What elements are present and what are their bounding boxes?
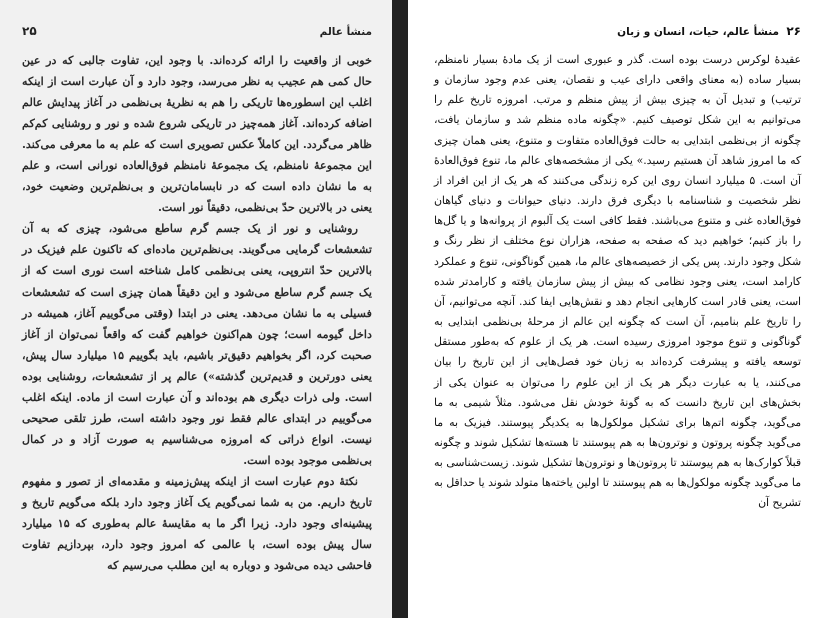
left-paragraph-3: نکتهٔ دوم عبارت است از اینکه پیش‌زمینه و مقدمه‌ای از تصور و مفهوم تاریخ داریم. من به شما نمی‌گویم یک آغاز وجود دارد بلکه می‌گویم تاریخ و پیشینه‌ای وجود دارد. زیرا اگر ما به مقایسهٔ عالم به‌طوری که ۱۵ میلیارد سال پیش بوده است، با عالمی که امروز وجود دارد، بپردازیم تفاوت فاحشی دیده می‌شود و دوباره به این مطلب می‌رسیم که [22, 473, 372, 573]
right-paragraph-1: عقیدهٔ لوکرس درست بوده است. گذر و عبوری است از یک مادهٔ بسیار نامنظم، بسیار ساده (به معنای واقعی دارای عیب و نقصان، یعنی عدم وجود سازمان و ترتیب) و تبدیل آن به چیزی بیش از پیش منظم و مرتب. امروزه تاریخ علم را می‌توانیم به این شکل توصیف کنیم. «چگونه ماده منظم شد و سازمان یافت، چگونه از بی‌نظمی ابتدایی به حالت فوق‌العاده متفاوت و متنوع، یعنی همان چیزی که ما امروز شاهد آن هستیم رسید.» یکی از مشخصه‌های عالم ما، تنوع فوق‌العادهٔ آن است. ۵ میلیارد انسان روی این کره زندگی می‌کنند که هر یک از این افراد از نظر شخصیت و شناسنامه با دیگری فرق دارند. دنیای حیوانات و دنیای گیاهان فوق‌العاده غنی و متنوع می‌باشند. فقط کافی است یک آلبوم از پروانه‌ها و یا گل‌ها را باز کنیم؛ خواهیم دید که صفحه به صفحه، هزاران نوع مختلف از نظر رنگ و شکل وجود دارند. پس یکی از خصیصه‌های عالم ما، همین گوناگونی، تنوع و عملکرد کارامد است، یعنی وجود نظامی که بیش از پیش سازمان یافته و کارامدتر شده است، یعنی قادر است کارهایی انجام دهد و نقش‌هایی ایفا کند. آنچه می‌توانیم، آن را تاریخ علم بنامیم، آن است که چگونه این عالم از مرحلهٔ بی‌نظمی ابتدایی به گوناگونی و تنوع موجود امروزی رسیده است. هر یک از علوم که به‌طور مستقل توسعه یافته و پیشرفت کرده‌اند به زبان خود فصل‌هایی از این تاریخ را بیان می‌کنند، یا به عبارت دیگر هر یک از این علوم را می‌توان به عنوان یکی از بخش‌های این تاریخ دانست که به گونهٔ خودش نقل می‌شود. مثلاً شیمی به ما می‌گوید، چگونه اتم‌ها برای تشکیل مولکول‌ها به یکدیگر پیوستند. فیزیک به ما می‌گوید چگونه پروتون و نوترون‌ها به هم پیوستند تا هسته‌ها تشکیل شوند و چگونه قبلاً کوارک‌ها به هم پیوستند تا پروتون‌ها و نوترون‌ها تشکیل شوند. زیست‌شناسی به ما می‌گوید چگونه مولکول‌ها به هم پیوستند تا اولین یاخته‌ها متولد شوند یا حداقل به تشریح آن [434, 53, 802, 510]
page-number-right: ۲۶ [786, 24, 801, 38]
running-head-left: منشأ عالم [319, 26, 372, 38]
left-page-header [22, 24, 372, 38]
right-page [408, 0, 821, 618]
left-paragraph-1: خوبی از واقعیت را ارائه کرده‌اند. با وجود این، تفاوت جالبی که در عین حال کمی هم عجیب به نظر می‌رسد، وجود دارد و آن عبارت است از اینکه اغلب این اسطوره‌ها تاریکی را هم به نظریهٔ بی‌نظمی در آغاز پیدایش عالم اضافه کرده‌اند. آغاز همه‌چیز در تاریکی شروع شده و نور و روشنایی کم‌کم ظاهر می‌گردد. این کاملاً عکس تصویری است که علم به ما معرفی می‌کند. این مجموعهٔ نامنظم، یک مجموعهٔ نامنظم فوق‌العاده نورانی است، و علم به ما نشان داده است که در نابسامان‌ترین و بی‌نظم‌ترین وضعیت خود، یعنی در بالاترین حدّ بی‌نظمی، دقیقاً نور است. [22, 53, 372, 215]
left-page [0, 0, 392, 618]
left-page-body [22, 50, 372, 576]
running-head-title-right: منشأ عالم، حیات، انسان و زبان [617, 26, 780, 38]
right-page-header [434, 24, 801, 38]
page-number-left: ۲۵ [22, 24, 37, 38]
left-paragraph-2: روشنایی و نور از یک جسم گرم ساطع می‌شود، چیزی که به آن تشعشعات گرمایی می‌گویند. بی‌نظم‌ترین ماده‌ای که تاکنون علم فیزیک در بالاترین حدّ انتروپی، یعنی بی‌نظمی کامل شناخته است نوری است که از یک جسم گرم ساطع می‌شود و این دقیقاً همان چیزی است که تشعشعات فسیلی به ما نشان می‌دهد. یعنی در ابتدا (وقتی می‌گوییم آغاز، همیشه در داخل گیومه است؛ چون هم‌اکنون خواهیم گفت که واقعاً نمی‌توان از آغاز صحبت کرد، اگر بخواهیم دقیق‌تر باشیم، باید بگوییم ۱۵ میلیارد سال پیش، یعنی دورترین و قدیم‌ترین گذشته») عالم پر از تشعشعات، روشنایی بوده است. ولی ذرات دیگری هم بوده‌اند و آن عبارت است از ماده. اینکه اغلب می‌گوییم در ابتدای عالم فقط نور وجود داشته است، طرز تلقی صحیحی نیست. انواع ذراتی که امروزه می‌شناسیم به صورت آزاد و در کمال بی‌نظمی موجود بوده است. [22, 221, 372, 467]
right-page-body [434, 50, 801, 514]
running-head-right [617, 24, 801, 38]
